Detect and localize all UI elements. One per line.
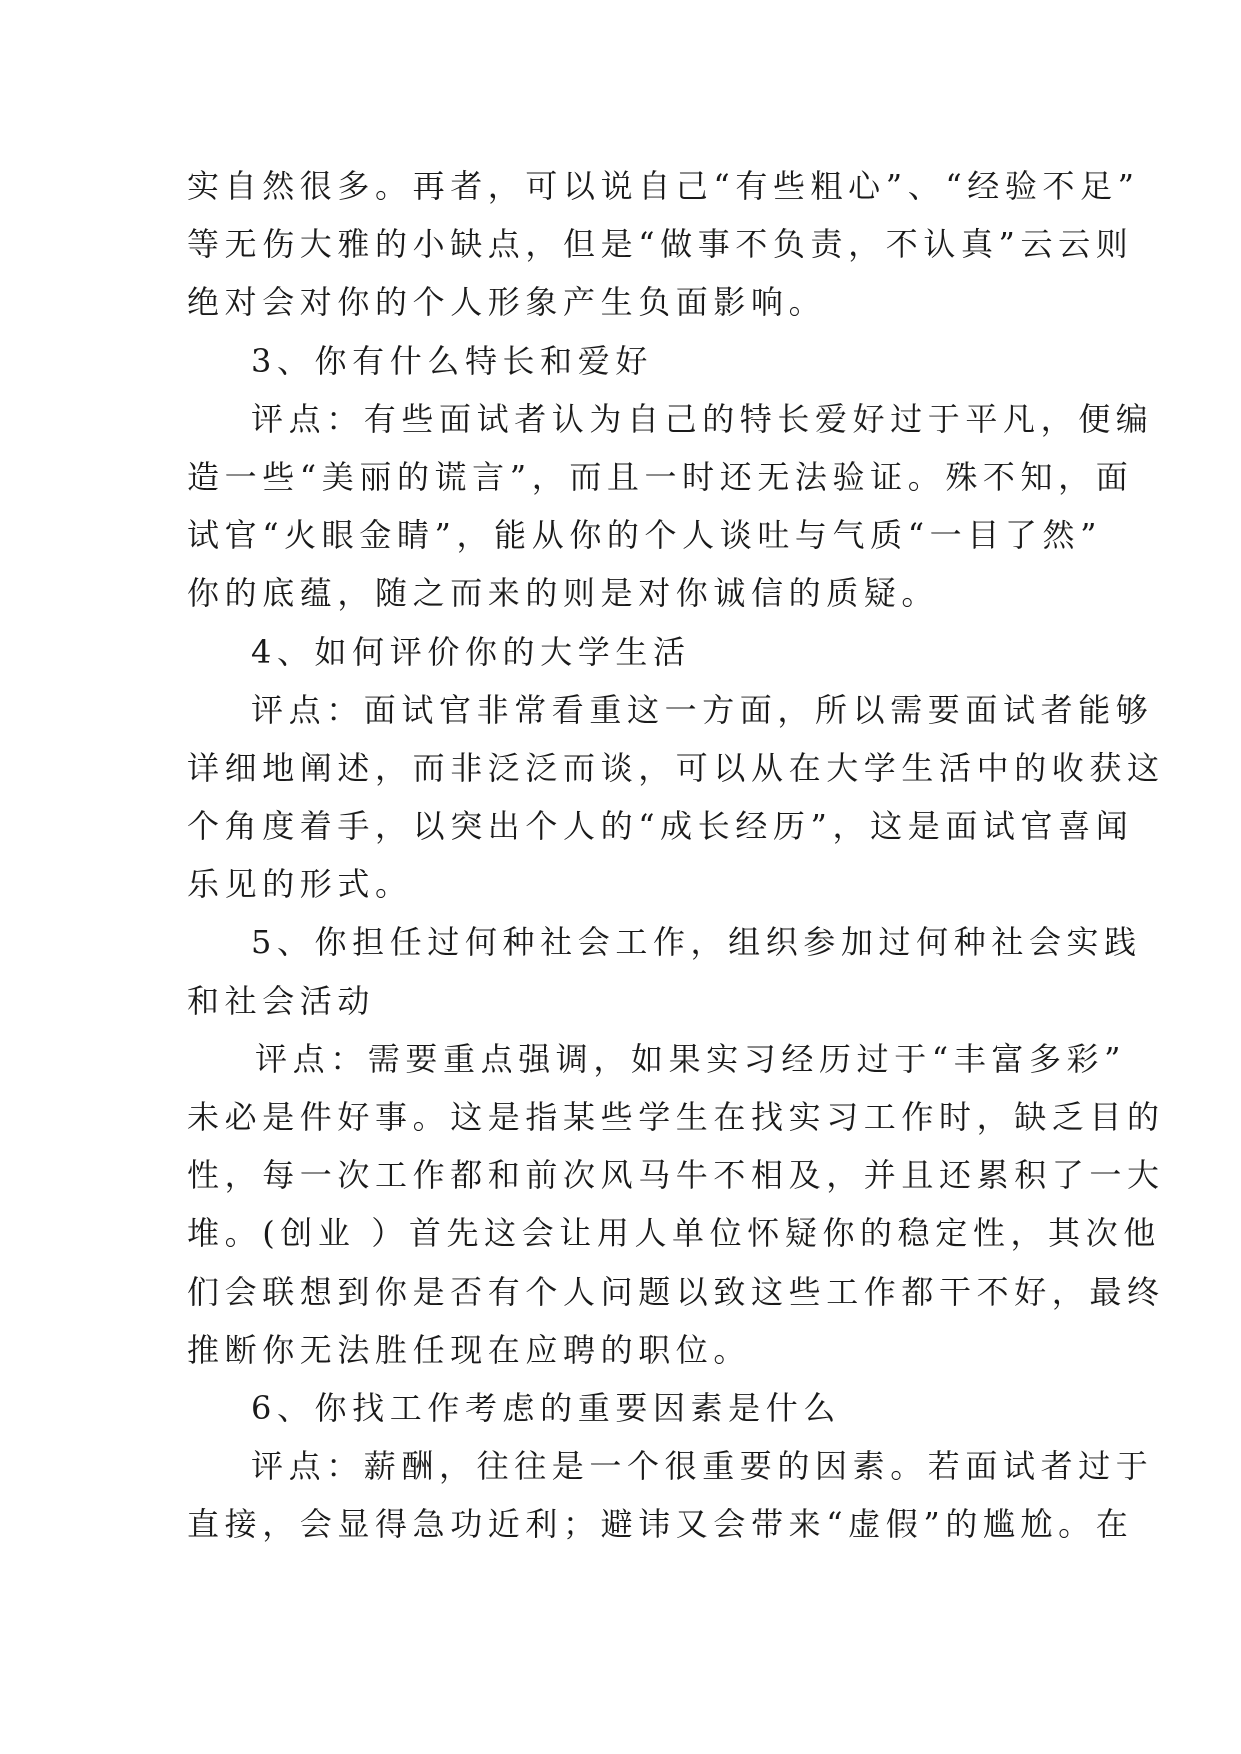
text-line: 造一些“美丽的谎言”，而且一时还无法验证。殊不知，面 <box>187 457 1134 496</box>
text-line: 评点：面试官非常看重这一方面，所以需要面试者能够 <box>251 690 1154 729</box>
text-line: 推断你无法胜任现在应聘的职位。 <box>187 1330 752 1369</box>
text-line: 乐见的形式。 <box>187 865 413 904</box>
text-line: 性，每一次工作都和前次风马牛不相及，并且还累积了一大 <box>187 1156 1165 1195</box>
text-line: 你的底蕴，随之而来的则是对你诚信的质疑。 <box>187 574 940 613</box>
text-line: 等无伤大雅的小缺点，但是“做事不负责，不认真”云云则 <box>187 225 1134 264</box>
text-line: 直接，会显得急功近利；避讳又会带来“虚假”的尴尬。在 <box>187 1505 1134 1544</box>
text-line: 试官“火眼金睛”，能从你的个人谈吐与气质“一目了然” <box>187 516 1103 555</box>
question-heading: 6、你找工作考虑的重要因素是什么 <box>251 1388 841 1427</box>
text-line: 堆。(创业 ）首先这会让用人单位怀疑你的稳定性，其次他 <box>187 1214 1161 1253</box>
question-heading: 5、你担任过何种社会工作，组织参加过何种社会实践 <box>251 923 1142 962</box>
question-heading: 3、你有什么特长和爱好 <box>251 341 653 380</box>
text-line: 详细地阐述，而非泛泛而谈，可以从在大学生活中的收获这 <box>187 748 1165 787</box>
text-line: 评点：有些面试者认为自己的特长爱好过于平凡，便编 <box>251 399 1154 438</box>
text-line: 未必是件好事。这是指某些学生在找实习工作时，缺乏目的 <box>187 1098 1165 1136</box>
question-heading: 4、如何评价你的大学生活 <box>251 632 691 671</box>
body-text <box>187 157 1165 1554</box>
text-line: 绝对会对你的个人形象产生负面影响。 <box>187 283 827 322</box>
text-line: 评点：需要重点强调，如果实习经历过于“丰富多彩” <box>255 1039 1127 1078</box>
text-line: 和社会活动 <box>187 981 376 1020</box>
text-line: 实自然很多。再者，可以说自己“有些粗心”、“经验不足” <box>187 167 1140 205</box>
text-line: 们会联想到你是否有个人问题以致这些工作都干不好，最终 <box>187 1272 1165 1311</box>
text-line: 评点：薪酬，往往是一个很重要的因素。若面试者过于 <box>251 1447 1154 1486</box>
text-line: 个角度着手，以突出个人的“成长经历”，这是面试官喜闻 <box>187 807 1134 846</box>
